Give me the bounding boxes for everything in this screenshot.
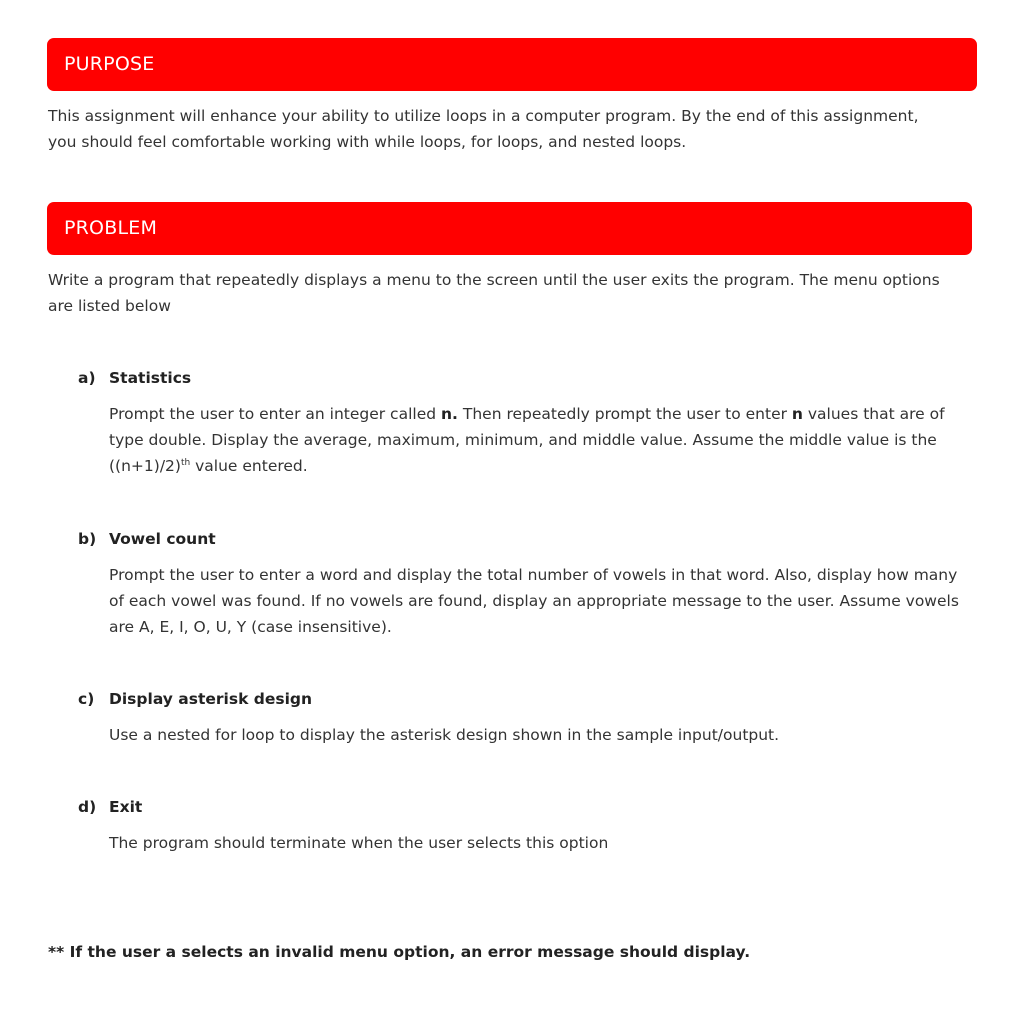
- option-a-superscript: th: [180, 458, 191, 468]
- option-a-bold-n2: n: [791, 405, 803, 423]
- option-b-description: Prompt the user to enter a word and display the total number of vowels in that word. Also, display how many of each vowel was found. If no vowels are found, display an appropriate message to the user. Assume vowels are A, E, I, O, U, Y (case insensitive).: [109, 566, 959, 636]
- option-a-text-2: Then repeatedly prompt the user to enter: [457, 405, 792, 423]
- problem-banner: [47, 202, 972, 255]
- option-a-text-1: Prompt the user to enter an integer called: [109, 405, 441, 423]
- option-c-title: Display asterisk design: [109, 690, 313, 708]
- option-b-title: Vowel count: [109, 530, 216, 548]
- option-b-heading: [78, 526, 216, 552]
- option-a-letter: a): [78, 369, 96, 387]
- purpose-text: This assignment will enhance your ability to utilize loops in a computer program. By the end of this assignment, you should feel comfortable working with while loops, for loops, and nested loops.: [48, 107, 919, 151]
- option-a-text-4: value entered.: [190, 457, 308, 475]
- option-c-letter: c): [78, 690, 95, 708]
- option-d-description: The program should terminate when the user selects this option: [109, 834, 609, 852]
- option-a-heading: [78, 365, 191, 391]
- option-c-heading: [78, 686, 312, 712]
- purpose-heading: PURPOSE: [64, 53, 155, 75]
- option-d-title: Exit: [109, 798, 143, 816]
- purpose-banner: [47, 38, 977, 91]
- problem-heading: PROBLEM: [64, 217, 158, 239]
- option-b-letter: b): [78, 530, 97, 548]
- option-a-bold-n1: n.: [441, 405, 458, 423]
- option-c-description: Use a nested for loop to display the asterisk design shown in the sample input/output.: [109, 726, 780, 744]
- option-a-title: Statistics: [109, 369, 192, 387]
- problem-text: Write a program that repeatedly displays a menu to the screen until the user exits the program. The menu options are listed below: [48, 271, 940, 315]
- option-d-heading: [78, 794, 142, 820]
- option-a-text-3: values that are of type double. Display the average, maximum, minimum, and middle value. Assume the middle value is the ((n+1)/2): [109, 405, 945, 475]
- invalid-option-note: ** If the user a selects an invalid menu option, an error message should display.: [48, 943, 751, 961]
- option-a-description: [109, 401, 969, 479]
- option-d-letter: d): [78, 798, 97, 816]
